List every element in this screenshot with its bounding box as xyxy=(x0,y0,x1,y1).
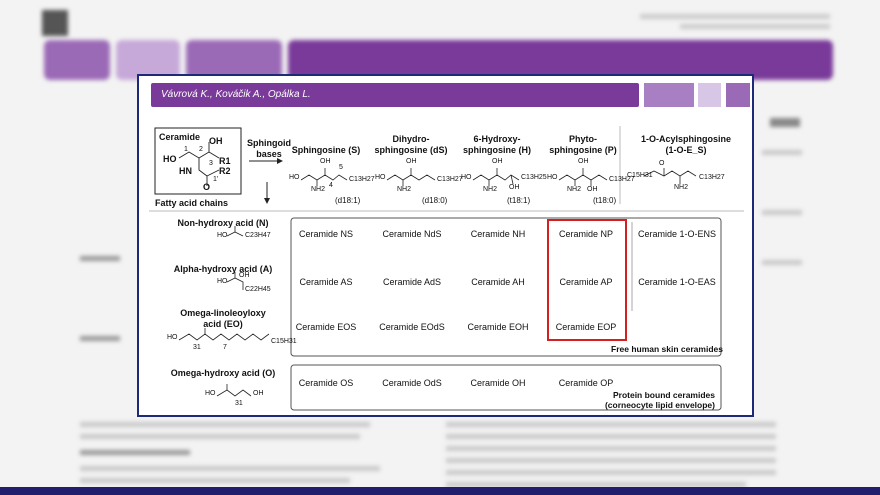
chem-num: 2 xyxy=(199,146,203,153)
row-label: Omega-hydroxy acid (O) xyxy=(170,368,276,378)
ceramide-cell: Ceramide EOS xyxy=(295,322,357,332)
free-ceramides-label: Free human skin ceramides xyxy=(611,344,723,354)
chem-chain: C22H45 xyxy=(245,286,271,293)
ceramide-cell: Ceramide OdS xyxy=(382,378,442,388)
chem-r1: R1 xyxy=(219,156,231,166)
chem-chain: C15H31 xyxy=(627,172,653,179)
chem-oh: OH xyxy=(587,186,598,193)
blurred-text xyxy=(80,256,120,261)
chem-ho: HO xyxy=(167,334,178,341)
chem-oh: OH xyxy=(492,158,503,165)
chem-oh: OH xyxy=(253,390,264,397)
blurred-text xyxy=(446,458,776,463)
chem-oh: OH xyxy=(578,158,589,165)
ceramide-cell: Ceramide AS xyxy=(299,277,353,287)
chem-chain: C13H27 xyxy=(349,176,375,183)
chem-ho: HO xyxy=(217,278,228,285)
chem-num: 4 xyxy=(329,182,333,189)
column-code: (t18:1) xyxy=(507,196,531,205)
chem-r2: R2 xyxy=(219,166,231,176)
bottom-bar xyxy=(0,487,880,495)
blurred-heading xyxy=(770,118,800,127)
ceramide-cell: Ceramide AP xyxy=(559,277,613,287)
row-label: Non-hydroxy acid (N) xyxy=(177,218,269,228)
chem-num: 3 xyxy=(209,160,213,167)
chem-nh2: NH2 xyxy=(567,186,582,193)
blurred-text xyxy=(80,336,120,341)
ceramide-cell: Ceramide EOH xyxy=(467,322,529,332)
fatty-acid-chains-label: Fatty acid chains xyxy=(155,198,229,208)
ceramide-cell: Ceramide OS xyxy=(298,378,354,388)
chem-ho: HO xyxy=(375,174,386,181)
column-code: (d18:0) xyxy=(422,196,448,205)
row-label: Omega-linoleoyloxy acid (EO) xyxy=(180,308,266,329)
ceramide-cell: Ceramide NS xyxy=(298,229,354,239)
chem-chain: C13H27 xyxy=(609,176,635,183)
chem-chain: C13H27 xyxy=(437,176,463,183)
chem-ho: HO xyxy=(547,174,558,181)
chem-ho: HO xyxy=(217,232,228,239)
chem-o: O xyxy=(659,160,665,167)
column-header: Sphingosine (S) xyxy=(291,145,361,155)
blurred-text xyxy=(80,434,360,439)
chem-ho: HO xyxy=(205,390,216,397)
chem-num: 31 xyxy=(193,344,201,351)
blurred-text xyxy=(80,422,370,427)
column-header: 6-Hydroxy- sphingosine (H) xyxy=(463,134,531,155)
blurred-text xyxy=(762,260,802,265)
chem-ho: HO xyxy=(289,174,300,181)
column-header: Dihydro- sphingosine (dS) xyxy=(374,134,448,155)
figure-panel xyxy=(137,74,754,417)
blurred-text xyxy=(446,446,776,451)
figure-lines xyxy=(139,76,752,415)
chem-chain: C13H25 xyxy=(521,174,547,181)
header-tab xyxy=(44,40,110,80)
ceramide-cell: Ceramide AdS xyxy=(382,277,442,287)
chem-num: 7 xyxy=(223,344,227,351)
ceramide-cell: Ceramide EOdS xyxy=(379,322,445,332)
chem-ho: HO xyxy=(461,174,472,181)
blurred-text xyxy=(762,150,802,155)
ceramide-cell: Ceramide NH xyxy=(470,229,526,239)
chem-num: 1 xyxy=(184,146,188,153)
blurred-text xyxy=(446,434,776,439)
chem-ho: HO xyxy=(163,154,177,164)
chem-nh2: NH2 xyxy=(397,186,412,193)
row-label: Alpha-hydroxy acid (A) xyxy=(173,264,273,274)
ceramide-cell: Ceramide 1-O-ENS xyxy=(637,229,717,239)
column-code: (d18:1) xyxy=(335,196,361,205)
chem-o: O xyxy=(203,182,211,192)
column-header: Phyto- sphingosine (P) xyxy=(549,134,617,155)
blurred-text xyxy=(446,470,776,475)
ceramide-cell: Ceramide OP xyxy=(558,378,614,388)
column-header: 1-O-Acylsphingosine (1-O-E_S) xyxy=(640,134,731,155)
column-code: (t18:0) xyxy=(593,196,617,205)
ceramide-cell: Ceramide NdS xyxy=(382,229,442,239)
chem-oh: OH xyxy=(509,184,520,191)
header-text-blur xyxy=(640,14,830,19)
chem-chain: C13H27 xyxy=(699,174,725,181)
chem-chain: C23H47 xyxy=(245,232,271,239)
ceramide-label: Ceramide xyxy=(159,132,201,142)
blurred-text xyxy=(80,466,380,471)
ceramide-cell: Ceramide NP xyxy=(558,229,614,239)
chem-oh: OH xyxy=(239,272,250,279)
blurred-text xyxy=(762,210,802,215)
chem-chain: C15H31 xyxy=(271,338,297,345)
blurred-text xyxy=(446,422,776,427)
chem-oh: OH xyxy=(406,158,417,165)
ceramide-cell: Ceramide 1-O-EAS xyxy=(638,277,716,287)
authors: Vávrová K., Kováčik A., Opálka L. xyxy=(161,89,311,100)
sphingoid-bases-label: Sphingoid bases xyxy=(247,138,291,159)
ceramide-cell: Ceramide OH xyxy=(470,378,526,388)
chem-oh: OH xyxy=(320,158,331,165)
chem-num: 31 xyxy=(235,400,243,407)
chem-num: 5 xyxy=(339,164,343,171)
blurred-text xyxy=(80,478,350,483)
chem-nh2: NH2 xyxy=(311,186,326,193)
chem-nh2: NH2 xyxy=(483,186,498,193)
ceramide-cell: Ceramide EOP xyxy=(555,322,617,332)
chem-hn: HN xyxy=(179,166,192,176)
chem-nh2: NH2 xyxy=(674,184,689,191)
chem-oh: OH xyxy=(209,136,223,146)
protein-bound-label: Protein bound ceramides (corneocyte lipid envelope) xyxy=(604,390,715,410)
ceramide-cell: Ceramide AH xyxy=(471,277,525,287)
header-text-blur xyxy=(680,24,830,29)
chem-num: 1' xyxy=(213,176,219,183)
journal-logo xyxy=(42,10,68,36)
blurred-text xyxy=(80,450,190,455)
